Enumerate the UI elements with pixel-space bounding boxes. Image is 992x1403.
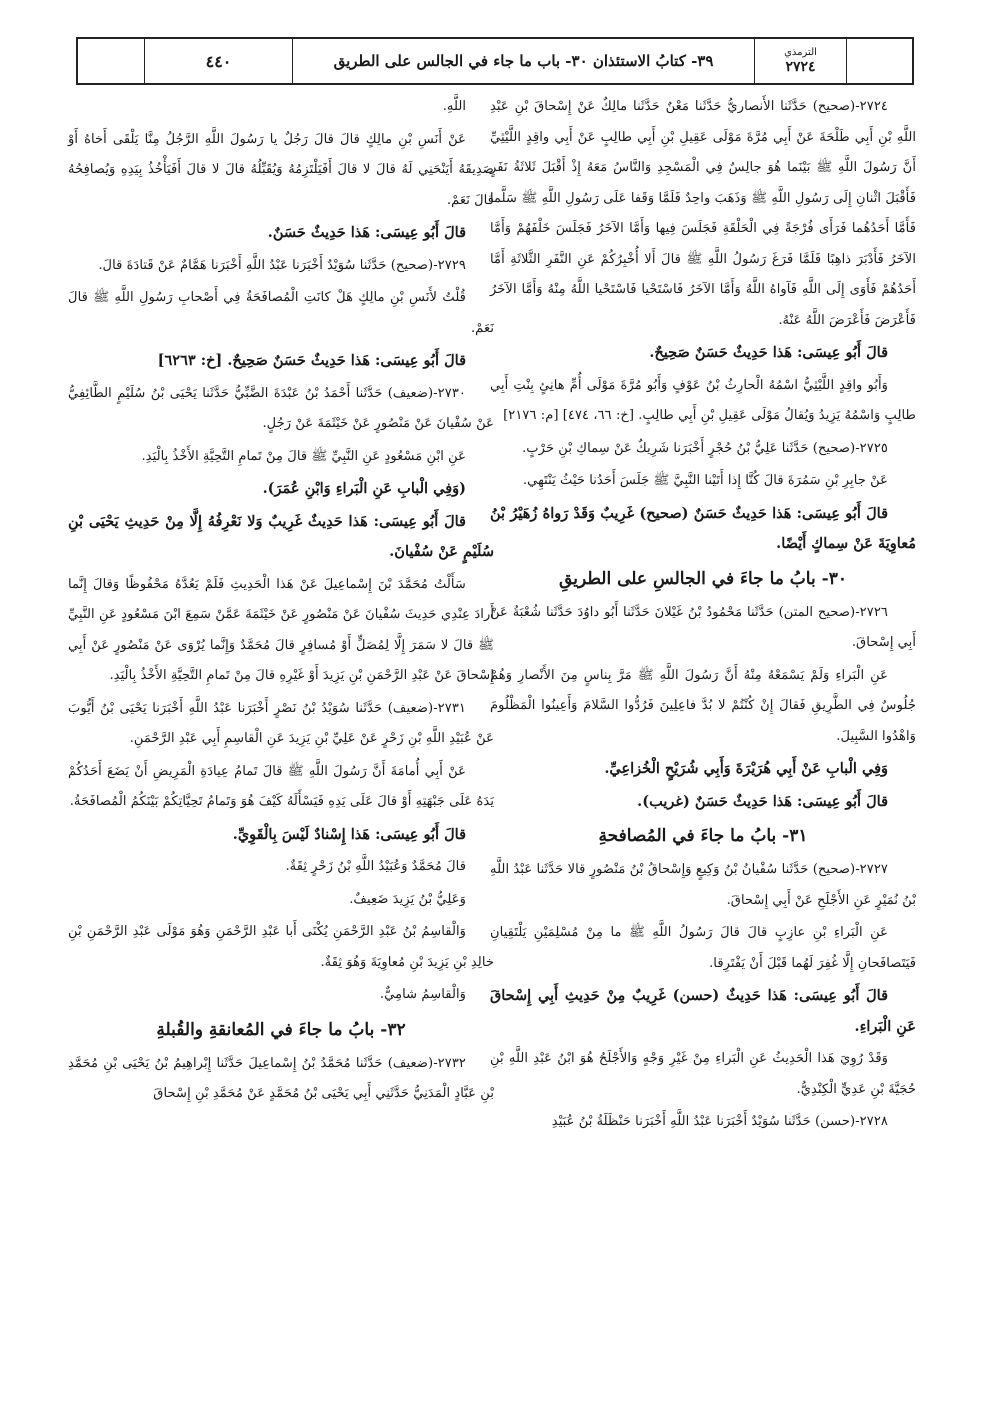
hadith-paragraph: وَالْقاسِمُ شامِيٌّ. <box>379 987 466 1002</box>
hadith-paragraph: اللَّهِ. <box>442 99 466 114</box>
commentary-paragraph: قالَ أَبُو عِيسَى: هَذا حَدِيثٌ حَسَنٌ صَحِيحٌ. <box>649 344 888 361</box>
header-empty-cell-right <box>846 39 912 83</box>
commentary-paragraph: قالَ أَبُو عِيسَى: هَذا حَدِيثٌ حَسَنٌ. <box>267 224 466 241</box>
hadith-paragraph: سَأَلْتُ مُحَمَّدَ بْنَ إِسْماعِيلَ عَنْ هَذا الْحَدِيثِ فَلَمْ يَعُدَّهُ مَحْفُوظًا وَقالَ إِنَّما أَرادَ عِنْدِي حَدِيثَ سُفْيانَ عَنْ مَنْصُورٍ عَنْ خَيْثَمَةَ عَمَّنْ سَمِعَ ابْنَ مَسْعُودٍ عَنِ النَّبِيِّ ﷺ قالَ لا سَمَرَ إِلَّا لِمُصَلٍّ أَوْ مُسافِرٍ قالَ مُحَمَّدٌ وَإِنَّما يُرْوَى عَنْ مَنْصُورٍ عَنْ أَبِي إِسْحاقَ عَنْ عَبْدِ الرَّحْمَنِ بْنِ يَزِيدَ أَوْ غَيْرِهِ قالَ مِنْ تَمامِ التَّحِيَّةِ الأَخْذُ بِالْيَدِ. <box>68 576 494 683</box>
hadith-paragraph: ٢٧٢٥-(صحيح) حَدَّثَنا عَلِيُّ بْنُ حُجْرٍ أَخْبَرَنا شَرِيكٌ عَنْ سِماكِ بْنِ حَرْبٍ. <box>522 440 888 456</box>
hadith-paragraph: قُلْتُ لأَنَسِ بْنِ مالِكٍ هَلْ كانَتِ الْمُصافَحَةُ فِي أَصْحابِ رَسُولِ اللَّهِ ﷺ قالَ نَعَمْ. <box>68 290 494 336</box>
chapter-title: ٣٩- كتابُ الاستئذان ٣٠- باب ما جاء في الجالس على الطريق <box>292 39 754 83</box>
hadith-paragraph: ٢٧٢٨-(حسن) حَدَّثَنا سُوَيْدٌ أَخْبَرَنا عَبْدُ اللَّهِ أَخْبَرَنا حَنْظَلَةُ بْنُ عُبَيْدِ <box>551 1114 888 1129</box>
hadith-range: ٢٧٢٤ <box>785 59 816 75</box>
hadith-paragraph: قالَ مُحَمَّدٌ وَعُبَيْدُ اللَّهِ بْنُ زَحْرٍ ثِقَةٌ. <box>285 859 466 874</box>
hadith-paragraph: عَنْ أَبِي أُمامَةَ أَنَّ رَسُولَ اللَّهِ ﷺ قالَ تَمامُ عِيادَةِ الْمَرِيضِ أَنْ يَضَعَ أَحَدُكُمْ يَدَهُ عَلَى جَبْهَتِهِ أَوْ قالَ عَلَى يَدِهِ فَيَسْأَلَهُ كَيْفَ هُوَ وَتَمامُ تَحِيَّاتِكُمْ بَيْنَكُمُ الْمُصافَحَةُ. <box>68 763 494 809</box>
hadith-paragraph: وَعَلِيُّ بْنُ يَزِيدَ ضَعِيفٌ. <box>349 891 466 907</box>
hadith-paragraph: ٢٧٢٧-(صحيح) حَدَّثَنا سُفْيانُ بْنُ وَكِيعٍ وَإِسْحاقُ بْنُ مَنْصُورٍ قالا حَدَّثَنا عَبْدُ اللَّهِ بْنُ نُمَيْرٍ عَنِ الأَجْلَحِ عَنْ أَبِي إِسْحاقَ. <box>490 862 916 908</box>
hadith-paragraph: عَنْ أَنَسِ بْنِ مالِكٍ قالَ قالَ رَجُلٌ يا رَسُولَ اللَّهِ الرَّجُلُ مِنَّا يَلْقَى أَخاهُ أَوْ صَدِيقَهُ أَيَنْحَنِي لَهُ قالَ لا قالَ أَفَيَلْتَزِمُهُ وَيُقَبِّلُهُ قالَ لا قالَ أَفَيَأْخُذُ بِيَدِهِ وَيُصافِحُهُ قالَ نَعَمْ. <box>68 131 494 208</box>
hadith-paragraph: عَنْ جابِرِ بْنِ سَمُرَةَ قالَ كُنَّا إِذا أَتَيْنا النَّبِيَّ ﷺ جَلَسَ أَحَدُنا حَيْثُ يَنْتَهِي. <box>522 473 888 488</box>
header-empty-cell-left <box>78 39 144 83</box>
commentary-paragraph: قالَ أَبُو عِيسَى: هَذا حَدِيثٌ غَرِيبٌ وَلا نَعْرِفُهُ إِلَّا مِنْ حَدِيثِ يَحْيَى بْنِ سُلَيْمٍ عَنْ سُفْيانَ. <box>68 512 494 560</box>
hadith-paragraph: وَالْقاسِمُ بْنُ عَبْدِ الرَّحْمَنِ يُكْنَى أَبا عَبْدِ الرَّحْمَنِ وَهُوَ مَوْلَى عَبْدِ الرَّحْمَنِ بْنِ خالِدِ بْنِ يَزِيدَ بْنِ مُعاوِيَةَ وَهُوَ ثِقَةٌ. <box>68 924 494 970</box>
hadith-paragraph: ٢٧٣٢-(ضعيف) حَدَّثَنا مُحَمَّدُ بْنُ إِسْماعِيلَ حَدَّثَنا إِبْراهِيمُ بْنُ يَحْيَى بْنِ مُحَمَّدِ بْنِ عَبَّادٍ الْمَدَنِيُّ حَدَّثَنِي أَبِي يَحْيَى بْنُ مُحَمَّدٍ عَنْ مُحَمَّدِ بْنِ إِسْحاقَ <box>68 1055 494 1101</box>
left-column <box>68 92 494 1392</box>
commentary-paragraph: قالَ أَبُو عِيسَى: هَذا إِسْنادٌ لَيْسَ بِالْقَوِيِّ. <box>232 825 466 843</box>
hadith-paragraph: ٢٧٣٠-(ضعيف) حَدَّثَنا أَحْمَدُ بْنُ عَبْدَةَ الضَّبِّيُّ حَدَّثَنا يَحْيَى بْنُ سُلَيْمٍ الطَّائِفِيُّ عَنْ سُفْيانَ عَنْ مَنْصُورٍ عَنْ خَيْثَمَةَ عَنْ رَجُلٍ. <box>68 385 494 431</box>
hadith-paragraph: عَنِ ابْنِ مَسْعُودٍ عَنِ النَّبِيِّ ﷺ قالَ مِنْ تَمامِ التَّحِيَّةِ الأَخْذُ بِالْيَدِ. <box>141 448 466 464</box>
right-column <box>490 92 916 1392</box>
commentary-paragraph: قالَ أَبُو عِيسَى: هَذا حَدِيثٌ حَسَنٌ صَحِيحٌ. [خ: ٦٢٦٣] <box>157 352 466 369</box>
hadith-paragraph: ٢٧٣١-(ضعيف) حَدَّثَنا سُوَيْدُ بْنُ نَصْرٍ أَخْبَرَنا عَبْدُ اللَّهِ أَخْبَرَنا يَحْيَى بْنُ أَيُّوبَ عَنْ عُبَيْدِ اللَّهِ بْنِ زَحْرٍ عَنْ عَلِيِّ بْنِ يَزِيدَ عَنِ الْقاسِمِ أَبِي عَبْدِ الرَّحْمَنِ. <box>68 700 494 746</box>
chapter-heading: ٣١- بابُ ما جاءَ في المُصافحةِ <box>598 826 808 846</box>
chapter-heading: ٣٠- بابُ ما جاءَ في الجالسِ على الطريقِ <box>559 568 847 589</box>
tirmidhi-label: الترمذي <box>784 47 817 58</box>
hadith-paragraph: ٢٧٢٤-(صحيح) حَدَّثَنا الأَنصاريُّ حَدَّثَنا مَعْنٌ حَدَّثَنا مالِكٌ عَنْ إِسْحاقَ بْنِ عَبْدِ اللَّهِ بْنِ أَبِي طَلْحَةَ عَنْ أَبِي مُرَّةَ مَوْلَى عَقِيلِ بْنِ أَبِي طالِبٍ عَنْ أَبِي واقِدٍ اللَّيْثِيِّ أَنَّ رَسُولَ اللَّهِ ﷺ بَيْنَما هُوَ جالِسٌ فِي الْمَسْجِدِ وَالنَّاسُ مَعَهُ إِذْ أَقْبَلَ ثَلاثَةُ نَفَرٍ فَأَقْبَلَ اثْنانِ إِلَى رَسُولِ اللَّهِ ﷺ وَذَهَبَ واحِدٌ فَلَمَّا وَقَفا عَلَى رَسُولِ اللَّهِ ﷺ سَلَّما فَأَمَّا أَحَدُهُما فَرَأَى فُرْجَةً فِي الْحَلْقَةِ فَجَلَسَ فِيها وَأَمَّا الآخَرُ فَجَلَسَ خَلْفَهُمْ وَأَمَّا الآخَرُ فَأَدْبَرَ ذاهِبًا فَلَمَّا فَرَغَ رَسُولُ اللَّهِ ﷺ قالَ أَلا أُخْبِرُكُمْ عَنِ النَّفَرِ الثَّلاثَةِ أَمَّا أَحَدُهُمْ فَأَوَى إِلَى اللَّهِ فَآواهُ اللَّهُ وَأَمَّا الآخَرُ فَاسْتَحْيا فَاسْتَحْيا اللَّهُ مِنْهُ وَأَمَّا الآخَرُ فَأَعْرَضَ فَأَعْرَضَ اللَّهُ عَنْهُ. <box>490 99 916 328</box>
commentary-paragraph: قالَ أَبُو عِيسَى: هَذا حَدِيثٌ (حسن) غَرِيبٌ مِنْ حَدِيثِ أَبِي إِسْحاقَ عَنِ الْبَراءِ. <box>490 987 916 1035</box>
page-header <box>76 37 914 85</box>
chapter-heading: ٣٢- بابُ ما جاءَ في المُعانقةِ والقُبلةِ <box>156 1019 406 1040</box>
page-number: ٤٤٠ <box>144 39 292 83</box>
commentary-paragraph: قالَ أَبُو عِيسَى: هَذا حَدِيثٌ حَسَنٌ (صحيح) غَرِيبٌ وَقَدْ رَواهُ زُهَيْرُ بْنُ مُعاوِيَةَ عَنْ سِماكٍ أَيْضًا. <box>490 504 916 552</box>
hadith-paragraph: ٢٧٢٦-(صحيح المتن) حَدَّثَنا مَحْمُودُ بْنُ غَيْلانَ حَدَّثَنا أَبُو داوُدَ حَدَّثَنا شُعْبَةُ عَنْ أَبِي إِسْحاقَ. <box>490 604 916 650</box>
commentary-paragraph: وَفِي الْبابِ عَنْ أَبِي هُرَيْرَةَ وَأَبِي شُرَيْحٍ الْخُزاعِيِّ. <box>604 760 888 777</box>
hadith-paragraph: وَأَبُو واقِدٍ اللَّيْثِيُّ اسْمُهُ الْحارِثُ بْنُ عَوْفٍ وَأَبُو مُرَّةَ مَوْلَى أُمِّ هانِئٍ بِنْتِ أَبِي طالِبٍ وَاسْمُهُ يَزِيدُ وَيُقالُ مَوْلَى عَقِيلِ بْنِ أَبِي طالِبٍ. [خ: ٦٦، ٤٧٤] [م: ٢١٧٦] <box>490 377 916 423</box>
header-book-cell <box>754 39 846 83</box>
hadith-paragraph: وَقَدْ رُوِيَ هَذا الْحَدِيثُ عَنِ الْبَراءِ مِنْ غَيْرِ وَجْهٍ وَالأَجْلَحُ هُوَ ابْنُ عَبْدِ اللَّهِ بْنِ حُجَيَّةَ بْنِ عَدِيٍّ الْكِنْدِيُّ. <box>490 1051 916 1097</box>
hadith-paragraph: عَنِ الْبَراءِ بْنِ عازِبٍ قالَ قالَ رَسُولُ اللَّهِ ﷺ ما مِنْ مُسْلِمَيْنِ يَلْتَقِيانِ فَيَتَصافَحانِ إِلَّا غُفِرَ لَهُما قَبْلَ أَنْ يَفْتَرِقا. <box>490 925 916 971</box>
hadith-paragraph: عَنِ الْبَراءِ وَلَمْ يَسْمَعْهُ مِنْهُ أَنَّ رَسُولَ اللَّهِ ﷺ مَرَّ بِناسٍ مِنَ الأَنْصارِ وَهُمْ جُلُوسٌ فِي الطَّرِيقِ فَقالَ إِنْ كُنْتُمْ لا بُدَّ فاعِلِينَ فَرُدُّوا السَّلامَ وَأَعِينُوا الْمَظْلُومَ وَاهْدُوا السَّبِيلَ. <box>490 667 916 744</box>
commentary-paragraph: (وَفِي الْبابِ عَنِ الْبَراءِ وَابْنِ عُمَرَ). <box>262 480 466 497</box>
hadith-paragraph: ٢٧٢٩-(صحيح) حَدَّثَنا سُوَيْدٌ أَخْبَرَنا عَبْدُ اللَّهِ أَخْبَرَنا هَمَّامٌ عَنْ قَتادَةَ قالَ. <box>98 257 466 273</box>
commentary-paragraph: قالَ أَبُو عِيسَى: هَذا حَدِيثٌ حَسَنٌ (غريب). <box>637 792 888 810</box>
